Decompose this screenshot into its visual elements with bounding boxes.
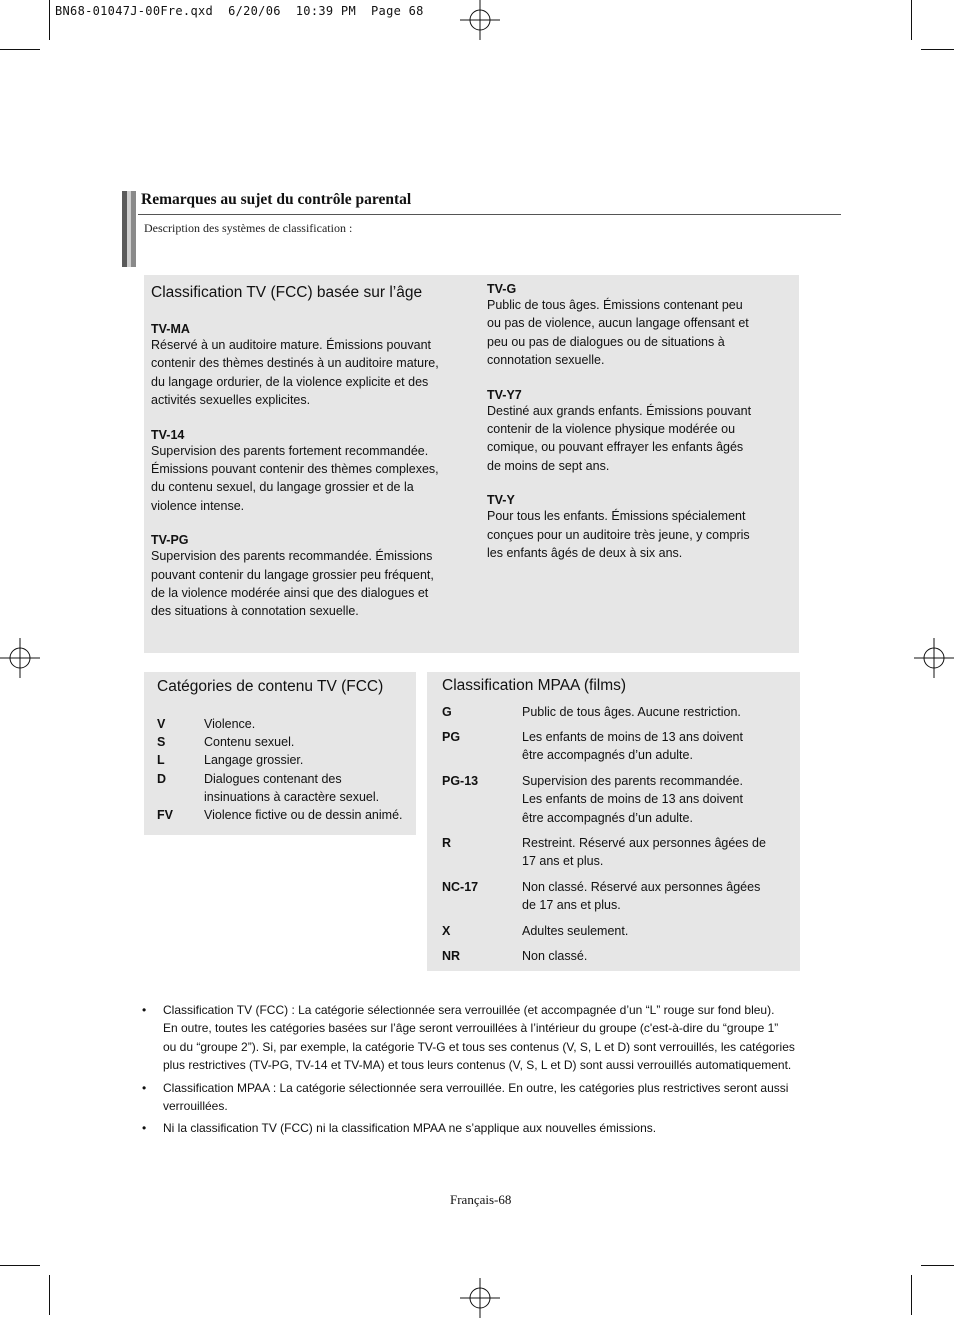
category-code: V <box>157 717 166 731</box>
rating-desc-line: Pour tous les enfants. Émissions spécialement <box>487 509 746 524</box>
rating-desc-line: pouvant contenir du langage grossier peu fréquent, <box>151 567 434 582</box>
rating-desc-line: ou pas de violence, aucun langage offensant et <box>487 316 749 331</box>
rating-desc-line: connotation sexuelle. <box>487 353 605 368</box>
rating-code: TV-G <box>487 282 517 296</box>
category-desc-line: Contenu sexuel. <box>204 735 295 749</box>
rating-desc-line: Supervision des parents fortement recommandée. <box>151 443 429 458</box>
rating-code: TV-MA <box>151 322 190 336</box>
registration-mark-icon <box>460 1278 500 1318</box>
rating-desc-line: Destiné aux grands enfants. Émissions pouvant <box>487 403 752 418</box>
rating-desc-line: Supervision des parents recommandée. Émissions <box>151 549 433 564</box>
registration-mark-icon <box>460 0 500 40</box>
note-item <box>142 1079 802 1116</box>
note-line: Classification MPAA : La catégorie sélectionnée sera verrouillée. En outre, les catégories plus restrictives seront aussi <box>163 1080 789 1095</box>
crop-mark <box>921 1265 954 1266</box>
category-desc-line: insinuations à caractère sexuel. <box>204 790 380 805</box>
category-row <box>157 733 412 751</box>
mpaa-desc-line: Public de tous âges. Aucune restriction. <box>522 705 741 719</box>
note-line: plus restrictives (TV-PG, TV-14 et TV-MA) et tous leurs contenus (V, S, L et D) sont aussi verrouillés automatiquement. <box>163 1058 792 1073</box>
section-title: Remarques au sujet du contrôle parental <box>141 191 412 208</box>
tv-age-ratings-col2 <box>487 282 792 562</box>
mpaa-row <box>442 834 792 871</box>
note-line: Ni la classification TV (FCC) ni la classification MPAA ne s’applique aux nouvelles émissions. <box>163 1121 657 1136</box>
crop-mark <box>49 0 50 40</box>
rating-entry <box>151 322 471 410</box>
mpaa-desc-line: Non classé. Réservé aux personnes âgées <box>522 880 761 894</box>
section-subtitle: Description des systèmes de classification : <box>144 221 353 235</box>
mpaa-row <box>442 878 792 915</box>
rating-desc-line: les enfants âgés de deux à six ans. <box>487 546 683 561</box>
mpaa-ratings-panel <box>427 672 800 971</box>
rating-desc-line: contenir de la violence physique modérée ou <box>487 422 736 437</box>
note-line: En outre, toutes les catégories basées sur l’âge seront verrouillées à l’intérieur du groupe (c'est-à-dire du “groupe 1” <box>163 1021 779 1036</box>
mpaa-row <box>442 922 792 940</box>
mpaa-desc-line: Restreint. Réservé aux personnes âgées de <box>522 836 766 850</box>
page-number: Français-68 <box>450 1192 512 1207</box>
rating-desc-line: du langage ordurier, de la violence explicite et des <box>151 374 429 389</box>
print-slug: BN68-01047J-00Fre.qxd 6/20/06 10:39 PM Page 68 <box>55 4 424 18</box>
category-row <box>157 770 412 807</box>
mpaa-ratings-title: Classification MPAA (films) <box>442 677 627 694</box>
rating-desc-line: des situations à connotation sexuelle. <box>151 604 359 619</box>
bullet-icon: • <box>142 1121 147 1136</box>
crop-mark <box>0 49 40 50</box>
mpaa-desc-line: de 17 ans et plus. <box>522 898 621 913</box>
category-desc-line: Violence. <box>204 717 256 731</box>
category-desc-line: Violence fictive ou de dessin animé. <box>204 808 403 822</box>
crop-mark <box>0 1265 40 1266</box>
category-desc-line: Langage grossier. <box>204 753 304 767</box>
bullet-icon: • <box>142 1003 147 1017</box>
mpaa-code: PG-13 <box>442 774 479 788</box>
mpaa-row <box>442 728 792 765</box>
note-line: ou du “groupe 2”). Si, par exemple, la catégorie TV-G et tous ses contenus (V, S, L et D) sont verrouillés, les catégories <box>163 1039 795 1054</box>
mpaa-desc-line: être accompagnés d’un adulte. <box>522 748 693 763</box>
content-categories-panel <box>144 672 416 835</box>
mpaa-desc-line: Adultes seulement. <box>522 924 629 938</box>
rating-desc-line: violence intense. <box>151 498 245 513</box>
mpaa-row <box>442 772 792 827</box>
category-row <box>157 715 412 733</box>
rating-desc-line: contenir des thèmes destinés à un auditoire mature, <box>151 356 439 371</box>
rating-desc-line: comique, ou pouvant effrayer les enfants âgés <box>487 440 744 455</box>
note-item <box>142 1001 802 1075</box>
category-code: FV <box>157 808 173 822</box>
rating-entry <box>151 428 471 516</box>
category-code: S <box>157 735 166 749</box>
rating-desc-line: peu ou pas de dialogues ou de situations à <box>487 334 725 349</box>
registration-mark-icon <box>914 638 954 678</box>
crop-mark <box>921 49 954 50</box>
rating-desc-line: Réservé à un auditoire mature. Émissions pouvant <box>151 338 432 352</box>
mpaa-code: PG <box>442 730 461 744</box>
rating-entry <box>487 493 792 562</box>
tv-age-ratings-title: Classification TV (FCC) basée sur l’âge <box>151 284 423 301</box>
mpaa-desc-line: Non classé. <box>522 949 588 963</box>
mpaa-code: G <box>442 705 452 719</box>
category-code: L <box>157 753 165 767</box>
mpaa-row <box>442 703 792 721</box>
rating-entry <box>487 388 792 476</box>
mpaa-desc-line: Les enfants de moins de 13 ans doivent <box>522 792 743 807</box>
mpaa-code: NR <box>442 949 461 963</box>
mpaa-desc-line: Supervision des parents recommandée. <box>522 774 743 788</box>
rating-desc-line: conçues pour un auditoire très jeune, y compris <box>487 527 750 542</box>
rating-entry <box>487 282 792 370</box>
rating-desc-line: Public de tous âges. Émissions contenant peu <box>487 298 743 312</box>
mpaa-code: R <box>442 836 452 850</box>
tv-age-ratings-col1 <box>151 322 471 621</box>
tv-age-ratings-panel <box>144 275 799 653</box>
registration-mark-icon <box>0 638 40 678</box>
rating-code: TV-PG <box>151 533 189 548</box>
mpaa-desc-line: être accompagnés d’un adulte. <box>522 810 693 825</box>
mpaa-desc-line: Les enfants de moins de 13 ans doivent <box>522 730 743 744</box>
rating-desc-line: de la violence modérée ainsi que des dialogues et <box>151 586 429 601</box>
mpaa-code: X <box>442 924 451 938</box>
category-desc-line: Dialogues contenant des <box>204 772 342 786</box>
note-line: verrouillées. <box>163 1099 228 1114</box>
section-accent-bar <box>122 191 136 267</box>
category-code: D <box>157 772 167 786</box>
crop-mark <box>911 0 912 40</box>
rating-code: TV-14 <box>151 427 185 442</box>
bullet-icon: • <box>142 1080 147 1095</box>
rating-desc-line: de moins de sept ans. <box>487 458 610 473</box>
content-categories-title: Catégories de contenu TV (FCC) <box>157 678 384 695</box>
notes-list <box>142 1001 802 1142</box>
rating-entry <box>151 533 471 621</box>
rating-desc-line: du contenu sexuel, du langage grossier et de la <box>151 480 414 495</box>
rating-code: TV-Y <box>487 493 515 508</box>
rating-desc-line: activités sexuelles explicites. <box>151 393 311 408</box>
rating-desc-line: Émissions pouvant contenir des thèmes complexes, <box>151 462 439 477</box>
mpaa-desc-line: 17 ans et plus. <box>522 854 604 869</box>
mpaa-code: NC-17 <box>442 880 479 894</box>
note-item <box>142 1119 802 1137</box>
category-row <box>157 751 412 769</box>
title-divider <box>138 214 841 215</box>
crop-mark <box>911 1275 912 1315</box>
category-row <box>157 806 412 824</box>
crop-mark <box>49 1275 50 1315</box>
rating-code: TV-Y7 <box>487 387 522 402</box>
mpaa-row <box>442 947 792 965</box>
note-line: Classification TV (FCC) : La catégorie sélectionnée sera verrouillée (et accompagnée d’un “L” rouge sur fond bleu). <box>163 1003 775 1017</box>
